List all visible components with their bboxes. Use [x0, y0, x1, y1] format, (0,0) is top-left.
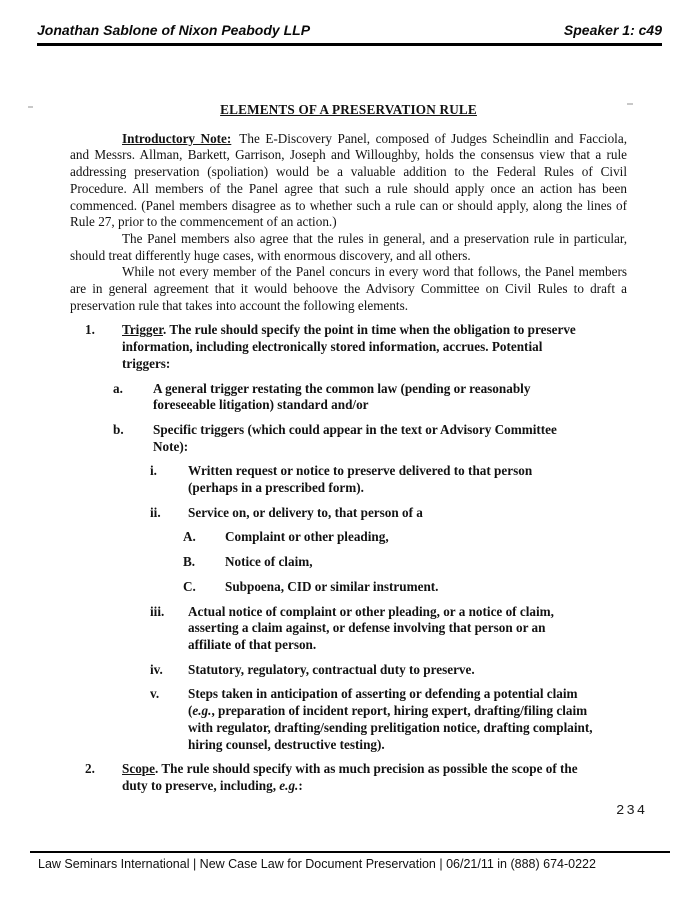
intro-paragraph [70, 131, 627, 231]
item-number: i. [150, 463, 157, 479]
outline-item-1 [85, 322, 627, 372]
intro-text: The E-Discovery Panel, composed of Judges Scheindlin and Facciola, and Messrs. Allman, Barkett, Garrison, Joseph and Willoughby, holds the consensus view that a rule addressing preservation (spoliation) would be a valuable addition to the Federal Rules of Civil Procedure. All members of the Panel agree that such a rule should apply once an action has been commenced. (Panel members disagree as to whether such a rule can or should apply, along the lines of Rule 27, prior to the commencement of an action.) [70, 130, 627, 230]
item-text: Specific triggers (which could appear in the text or Advisory Committee Note): [153, 421, 557, 454]
latin-abbrev: e.g. [279, 777, 299, 793]
item-text [188, 686, 600, 753]
header-speaker-label: Speaker 1: c49 [563, 22, 662, 38]
paragraph-3: While not every member of the Panel concurs in every word that follows, the Panel members are in general agreement that it would behoove the Advisory Committee on Civil Rules to draft a preservation rule that takes into account the following elements. [70, 264, 627, 313]
item-lead: Scope [122, 761, 155, 777]
item-number: A. [183, 529, 196, 545]
item-number: b. [113, 421, 124, 437]
item-number: ii. [150, 504, 161, 520]
item-text: Subpoena, CID or similar instrument. [225, 578, 439, 594]
document-title [70, 102, 627, 119]
outline-item-1a [113, 381, 627, 414]
item-text: Complaint or other pleading, [225, 529, 389, 545]
item-text: A general trigger restating the common law (pending or reasonably foreseeable litigation) standard and/or [153, 380, 531, 413]
outline [70, 322, 627, 794]
item-text [122, 761, 592, 794]
item-number: 2. [85, 761, 95, 777]
outline-item-1b-ii [150, 505, 627, 522]
item-text: Actual notice of complaint or other pleading, or a notice of claim, asserting a claim against, or defense involving that person or an affiliate of that person. [188, 603, 554, 652]
latin-abbrev: e.g. [192, 703, 212, 719]
document-title-text: ELEMENTS OF A PRESERVATION RULE [220, 102, 477, 117]
item-rest: Steps taken in anticipation of asserting or defending a potential claim ( [188, 686, 578, 719]
item-number: iii. [150, 603, 165, 619]
outline-item-1b-iv [150, 662, 627, 679]
item-text: Statutory, regulatory, contractual duty to preserve. [188, 661, 475, 677]
outline-item-1b-ii-A [183, 529, 627, 546]
scan-artifact [28, 106, 33, 108]
outline-item-1b-i [150, 463, 627, 496]
item-number: C. [183, 578, 196, 594]
page-header [37, 22, 662, 46]
item-rest: . The rule should specify the point in time when the obligation to preserve information, including electronically stored information, accrues. Potential triggers: [122, 322, 576, 371]
item-text: Service on, or delivery to, that person of a [188, 504, 423, 520]
footer-text: Law Seminars International | New Case Law for Document Preservation | 06/21/11 in (888) 674-0222 [38, 857, 596, 871]
item-number: v. [150, 686, 160, 702]
outline-item-1b-ii-C [183, 579, 627, 596]
paragraph-2: The Panel members also agree that the rules in general, and a preservation rule in particular, should treat differently huge cases, with enormous discovery, and all others. [70, 230, 627, 263]
item-number: iv. [150, 661, 163, 677]
item-lead: Trigger [122, 322, 164, 338]
item-rest: , preparation of incident report, hiring expert, drafting/filing claim with regulator, drafting/sending prelitigation notice, drafting complaint, hiring counsel, destructive testing). [188, 703, 593, 752]
item-text: Notice of claim, [225, 554, 313, 570]
page-number: 234 [616, 803, 648, 819]
outline-item-1b-ii-B [183, 554, 627, 571]
page-footer [30, 851, 670, 871]
item-number: 1. [85, 322, 95, 338]
item-text: Written request or notice to preserve delivered to that person (perhaps in a prescribed form). [188, 463, 533, 496]
item-text [122, 322, 592, 372]
outline-item-1b-v [150, 686, 627, 753]
outline-item-1b-iii [150, 604, 627, 654]
scan-artifact [627, 103, 633, 105]
outline-item-1b [113, 422, 627, 455]
item-rest: . The rule should specify with as much precision as possible the scope of the duty to preserve, including, [122, 761, 578, 793]
item-number: B. [183, 554, 196, 570]
item-rest: : [298, 777, 303, 793]
intro-lead: Introductory Note: [122, 130, 232, 146]
document-body [70, 102, 627, 795]
item-number: a. [113, 380, 123, 396]
header-author: Jonathan Sablone of Nixon Peabody LLP [37, 22, 311, 38]
outline-item-2 [85, 761, 627, 794]
